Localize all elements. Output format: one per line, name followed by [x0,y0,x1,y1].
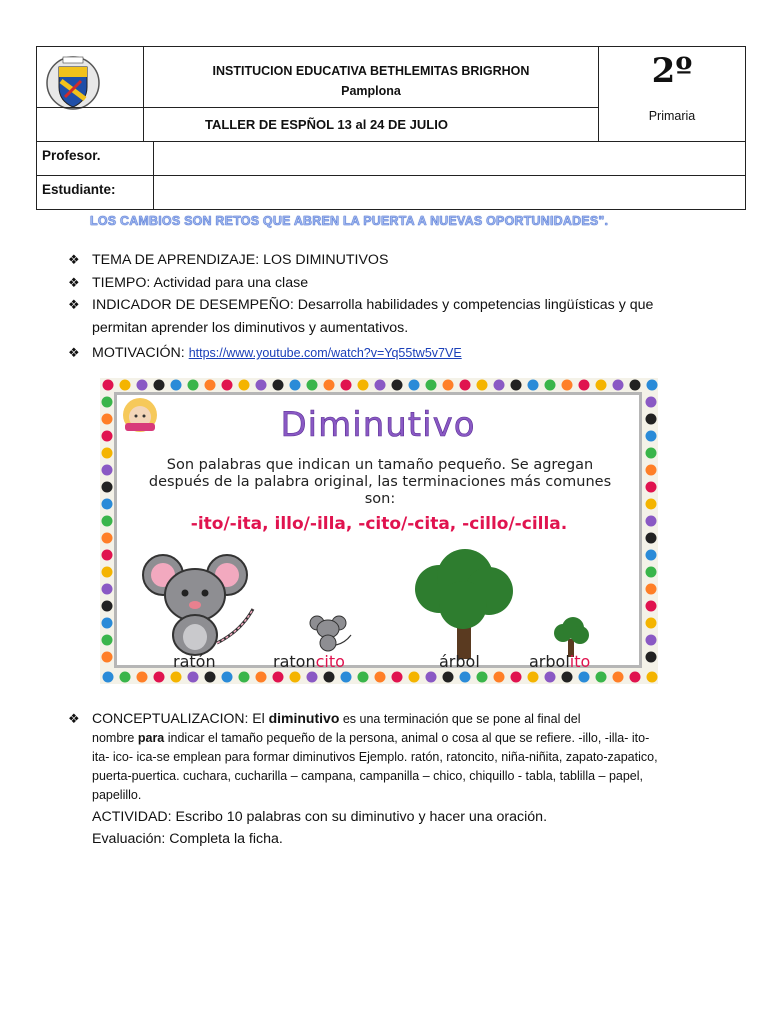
concept-line2-a: nombre [92,731,138,745]
word-arbolito-base: arbol [529,652,570,671]
actividad-text: ACTIVIDAD: Escribo 10 palabras con su diminutivo y hacer una oración. [92,809,548,825]
motivacion-link[interactable]: https://www.youtube.com/watch?v=Yq55tw5v7VE [188,346,462,360]
concept-term: diminutivo [268,710,340,726]
institution-city: Pamplona [341,84,401,98]
word-ratoncito [273,652,345,671]
concept-line-2 [68,729,718,748]
bullet-indicador [68,294,708,339]
bullet-motivacion [68,342,708,365]
tiempo-value: Actividad para una clase [150,274,309,291]
small-tree-icon [551,617,591,657]
poster-card [114,392,642,671]
word-arbol [439,652,480,671]
concept-line-5: papelillo. [92,788,142,802]
word-arbolito [529,652,590,671]
word-ratoncito-suffix: cito [315,652,345,671]
poster-text: Son palabras que indican un tamaño pequeño. Se agregan después de la palabra original, las terminaciones más comunes son: [148,457,612,507]
indicador-value: Desarrolla habilidades y competencias lingüísticas y que [293,297,654,313]
profesor-label: Profesor. [42,148,101,163]
concept-line-1 [68,709,718,729]
word-arbol-text: árbol [439,652,480,671]
evaluacion-text: Evaluación: Completa la ficha. [92,831,283,847]
tema-text: TEMA DE APRENDIZAJE: LOS DIMINUTIVOS [92,252,389,268]
profesor-label-cell [36,141,154,176]
level: Primaria [648,109,696,123]
institution-name: INSTITUCION EDUCATIVA BETHLEMITAS BRIGRHON [212,64,530,78]
conceptualizacion [68,709,718,805]
tiempo-label: TIEMPO: [92,274,151,291]
word-arbolito-suffix: ito [569,652,591,671]
diamond-bullet-icon: ❖ [68,711,80,726]
bullet-tema [68,249,708,272]
poster-suffixes: -ito/-ita, illo/-illa, -cito/-cita, -cillo/-cilla. [190,514,568,534]
word-ratoncito-base: raton [273,652,316,671]
word-raton-text: ratón [173,652,216,671]
motto: LOS CAMBIOS SON RETOS QUE ABREN LA PUERTA A NUEVAS OPORTUNIDADES". [90,214,609,228]
small-mouse-icon [309,613,353,653]
mouse-icon [141,547,261,657]
concept-line-3: ita- ico- ica-se emplean para formar diminutivos Ejemplo. ratón, ratoncito, niña-niñita, zapato-zapatico, [92,750,658,764]
concept-line2-bold: para [137,731,165,745]
concept-label: CONCEPTUALIZACION: [92,710,249,726]
concept-el: El [248,710,269,726]
activity-block [92,806,547,850]
estudiante-label-cell [36,175,154,210]
indicador-continuation: permitan aprender los diminutivos y aumentativos. [92,319,409,336]
grade-cell [598,46,746,142]
estudiante-label: Estudiante: [42,182,116,197]
tree-icon [409,549,519,659]
estudiante-field[interactable] [153,175,746,210]
indicador-label: INDICADOR DE DESEMPEÑO: [92,297,294,313]
school-crest-icon [45,53,101,115]
diamond-bullet-icon: ❖ [68,252,80,267]
motivacion-label: MOTIVACIÓN: [92,345,185,361]
concept-rest: es una terminación que se pone al final del [339,712,581,726]
taller-title: TALLER DE ESPÑOL 13 al 24 DE JULIO [205,117,448,132]
grade: 2º [651,51,693,91]
concept-line2-b: indicar el tamaño pequeño de la persona, animal o cosa al que se refiere. -illo, -illa- ito- [164,731,650,745]
diamond-bullet-icon: ❖ [68,297,80,312]
word-raton [173,652,216,671]
bullet-list [68,249,708,365]
poster-title: Diminutivo [280,405,476,445]
taller-cell [36,107,599,142]
profesor-field[interactable] [153,141,746,176]
institution-cell [143,46,599,108]
concept-line-4: puerta-puertica. cuchara, cucharilla – campana, campanilla – chico, chiquillo - tabla, tablilla – papel, [92,769,644,783]
diamond-bullet-icon: ❖ [68,345,80,360]
header-table [36,46,746,210]
diamond-bullet-icon: ❖ [68,274,80,290]
diminutivo-poster [100,378,658,684]
bullet-tiempo [68,272,708,295]
